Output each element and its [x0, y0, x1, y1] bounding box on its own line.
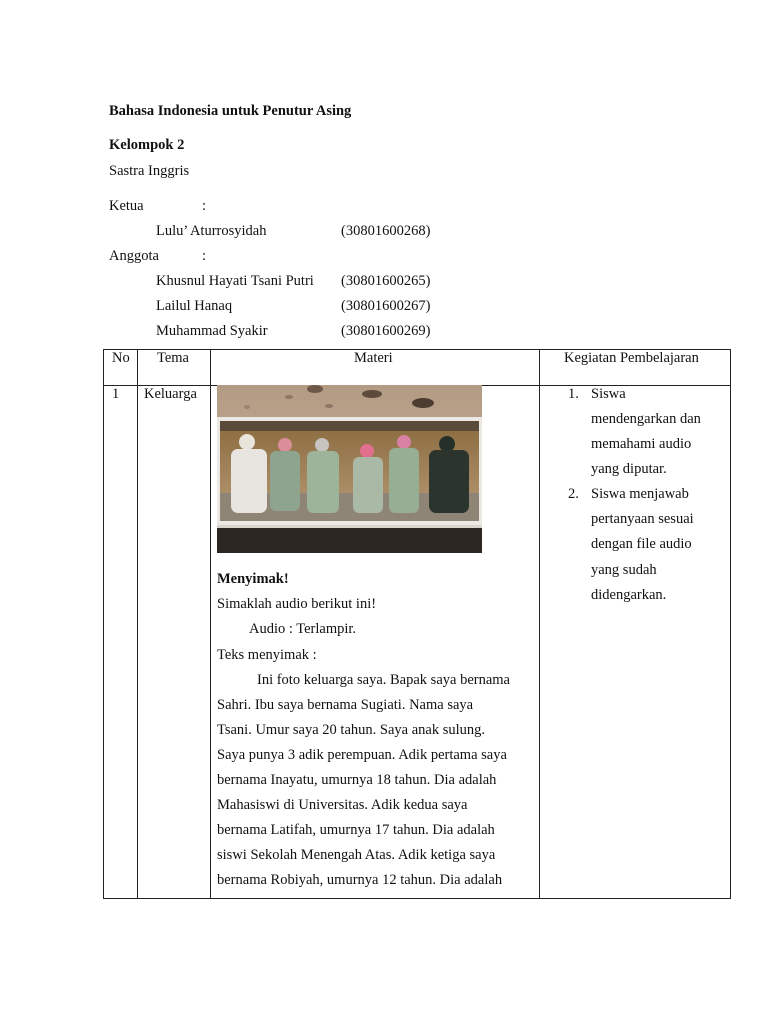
member-id: (30801600267)	[341, 298, 431, 314]
member-id: (30801600265)	[341, 273, 431, 289]
materi-heading: Menyimak!	[217, 571, 289, 587]
activity-line: yang diputar.	[591, 461, 667, 477]
activity-line: dengan file audio	[591, 536, 692, 552]
activity-line: Siswa menjawab	[591, 486, 689, 502]
materi-text-line: Sahri. Ibu saya bernama Sugiati. Nama saya	[217, 697, 474, 713]
activity-number: 1.	[568, 386, 579, 402]
leader-label: Ketua	[109, 198, 144, 214]
header-tema: Tema	[157, 350, 189, 366]
activity-line: pertanyaan sesuai	[591, 511, 694, 527]
family-photo	[217, 385, 482, 553]
materi-audio: Audio : Terlampir.	[249, 621, 357, 637]
column-divider	[210, 350, 211, 898]
column-divider	[539, 350, 540, 898]
materi-instruction: Simaklah audio berikut ini!	[217, 596, 377, 612]
materi-text-line: Saya punya 3 adik perempuan. Adik pertama saya	[217, 747, 507, 763]
materi-text-line: Mahasiswi di Universitas. Adik kedua saya	[217, 797, 468, 813]
activity-line: Siswa	[591, 386, 626, 402]
materi-text-line: Ini foto keluarga saya. Bapak saya bernama	[257, 672, 510, 688]
row-number: 1	[112, 386, 120, 402]
row-theme: Keluarga	[144, 386, 197, 402]
activity-line: memahami audio	[591, 436, 692, 452]
materi-text-label: Teks menyimak :	[217, 647, 317, 663]
header-no: No	[112, 350, 130, 366]
member-name: Khusnul Hayati Tsani Putri	[156, 273, 314, 289]
activity-line: mendengarkan dan	[591, 411, 701, 427]
activity-line: yang sudah	[591, 562, 657, 578]
member-name: Lailul Hanaq	[156, 298, 233, 314]
column-divider	[137, 350, 138, 898]
member-name: Muhammad Syakir	[156, 323, 268, 339]
group-title: Kelompok 2	[109, 137, 185, 153]
materi-text-line: bernama Inayatu, umurnya 18 tahun. Dia adalah	[217, 772, 497, 788]
header-materi: Materi	[354, 350, 393, 366]
course-title: Bahasa Indonesia untuk Penutur Asing	[109, 103, 352, 119]
members-colon: :	[202, 248, 207, 264]
materi-text-line: Tsani. Umur saya 20 tahun. Saya anak sulung.	[217, 722, 485, 738]
leader-colon: :	[202, 198, 207, 214]
members-label: Anggota	[109, 248, 159, 264]
lesson-table	[103, 349, 731, 899]
leader-id: (30801600268)	[341, 223, 431, 239]
leader-name: Lulu’ Aturrosyidah	[156, 223, 267, 239]
materi-text-line: bernama Latifah, umurnya 17 tahun. Dia adalah	[217, 822, 495, 838]
materi-text-line: siswi Sekolah Menengah Atas. Adik ketiga saya	[217, 847, 496, 863]
activity-number: 2.	[568, 486, 579, 502]
department: Sastra Inggris	[109, 163, 190, 179]
member-id: (30801600269)	[341, 323, 431, 339]
activity-line: didengarkan.	[591, 587, 667, 603]
header-kegiatan: Kegiatan Pembelajaran	[564, 350, 699, 366]
materi-text-line: bernama Robiyah, umurnya 12 tahun. Dia adalah	[217, 872, 503, 888]
